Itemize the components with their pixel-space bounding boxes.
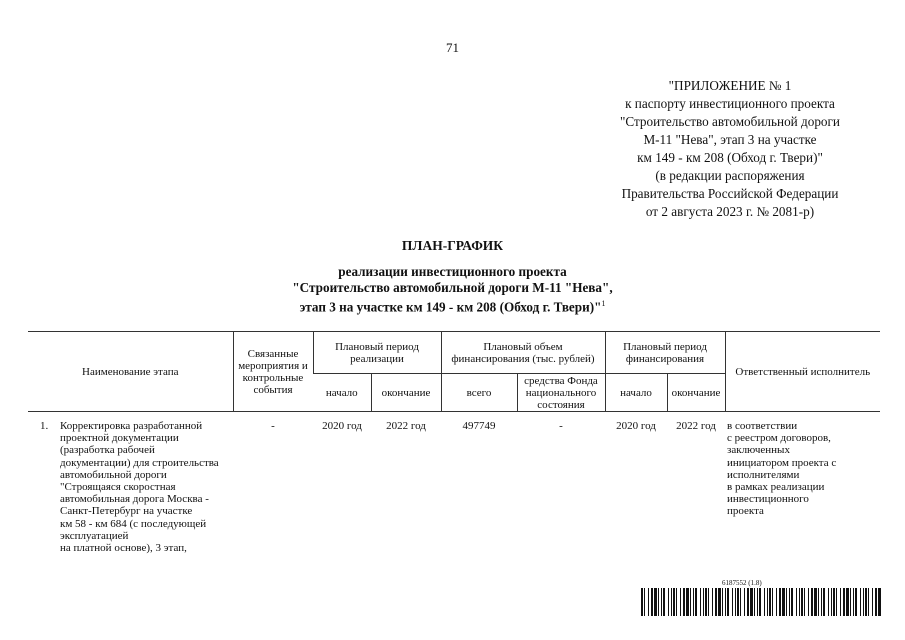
barcode-bar <box>757 588 758 616</box>
barcode-bar <box>764 588 765 616</box>
related-events-cell: - <box>271 420 275 432</box>
barcode-bar <box>833 588 835 616</box>
header-fund-start: начало <box>605 374 667 412</box>
barcode-bar <box>658 588 659 616</box>
barcode-bar <box>821 588 822 616</box>
barcode-bar <box>750 588 753 616</box>
responsible-line: проекта <box>727 505 764 518</box>
barcode-bar <box>791 588 793 616</box>
barcode-bar <box>695 588 697 616</box>
document-title: ПЛАН-ГРАФИК <box>401 238 504 253</box>
stage-name-line: автомобильная дорога Москва - <box>60 493 209 506</box>
barcode-bar <box>843 588 845 616</box>
barcode-bar <box>786 588 787 616</box>
subtitle-line-text: этап 3 на участке км 149 - км 208 (Обход г. Твери)" <box>299 299 602 315</box>
barcode-bar <box>732 588 733 616</box>
total-cell: 497749 <box>462 420 496 432</box>
document-subtitle <box>0 264 905 315</box>
plan-schedule-table <box>28 331 880 554</box>
appendix-line: Правительства Российской Федерации <box>621 186 839 201</box>
header-responsible: Ответственный исполнитель <box>725 332 880 412</box>
stage-name-line: (разработка рабочей <box>60 444 155 457</box>
barcode-bar <box>831 588 832 616</box>
fund-start-cell: 2020 год <box>616 420 656 432</box>
stage-name-line: документации) для строительства <box>60 456 219 469</box>
barcode-bar <box>759 588 761 616</box>
barcode-bar <box>823 588 825 616</box>
responsible-line: исполнителями <box>727 468 800 481</box>
responsible-line: инвестиционного <box>727 493 809 506</box>
header-nwf: средства Фонда национального состояния <box>517 374 605 412</box>
header-start: начало <box>313 374 371 412</box>
stage-name-line: проектной документации <box>60 432 179 445</box>
stage-name-line: "Строящаяся скоростная <box>60 481 176 494</box>
responsible-cell <box>725 412 880 555</box>
stage-name-line: Санкт-Петербург на участке <box>60 505 193 518</box>
row-number: 1. <box>40 420 49 432</box>
barcode-bar <box>680 588 681 616</box>
barcode-bar <box>808 588 809 616</box>
fund-end-cell: 2022 год <box>676 420 716 432</box>
barcode-bar <box>846 588 849 616</box>
barcode-bar <box>676 588 677 616</box>
barcode-bar <box>703 588 704 616</box>
end-cell: 2022 год <box>386 420 426 432</box>
barcode-bar <box>740 588 741 616</box>
barcode-bar <box>725 588 726 616</box>
stage-name-line: эксплуатацией <box>60 529 129 542</box>
barcode-bar <box>850 588 851 616</box>
barcode-bar <box>747 588 749 616</box>
appendix-line: "Строительство автомобильной дороги <box>620 114 840 129</box>
barcode-bar <box>644 588 645 616</box>
footnote-mark: 1 <box>601 299 606 308</box>
barcode-bar <box>769 588 771 616</box>
barcode-bar <box>663 588 665 616</box>
barcode-bar <box>705 588 707 616</box>
responsible-line: в соответствии <box>727 420 798 432</box>
barcode-bar <box>853 588 854 616</box>
appendix-line: (в редакции распоряжения <box>655 168 805 183</box>
barcode-bar <box>814 588 817 616</box>
barcode-bar <box>863 588 864 616</box>
subtitle-line: "Строительство автомобильной дороги М-11 "Нева", <box>292 280 613 295</box>
barcode-bar <box>796 588 797 616</box>
barcode-bar <box>875 588 877 616</box>
barcode-bar <box>860 588 861 616</box>
header-funding-volume: Плановый объем финансирования (тыс. рублей) <box>441 332 605 374</box>
barcode-bar <box>737 588 739 616</box>
barcode-bar <box>744 588 745 616</box>
subtitle-line <box>0 296 905 315</box>
barcode-bar <box>693 588 694 616</box>
barcode-bar <box>715 588 717 616</box>
barcode-bar <box>690 588 691 616</box>
header-related-events: Связанные мероприятия и контрольные события <box>233 332 313 412</box>
barcode-bar <box>651 588 653 616</box>
barcode-bar <box>641 588 643 616</box>
barcode-bar <box>855 588 857 616</box>
barcode-bar <box>722 588 723 616</box>
header-total: всего <box>441 374 517 412</box>
barcode-bar <box>712 588 713 616</box>
appendix-line: М-11 "Нева", этап 3 на участке <box>643 132 817 147</box>
barcode-icon <box>641 588 881 616</box>
barcode-bar <box>686 588 689 616</box>
barcode-bar <box>836 588 837 616</box>
barcode-bar <box>668 588 669 616</box>
appendix-line: к паспорту инвестиционного проекта <box>625 96 835 111</box>
barcode-bar <box>811 588 813 616</box>
barcode-bar <box>804 588 805 616</box>
responsible-line: в рамках реализации <box>727 481 825 494</box>
barcode-bar <box>865 588 867 616</box>
barcode-bar <box>654 588 657 616</box>
barcode-bar <box>801 588 803 616</box>
barcode-bar <box>868 588 869 616</box>
header-fund-end: окончание <box>667 374 725 412</box>
header-end: окончание <box>371 374 441 412</box>
barcode-bar <box>727 588 729 616</box>
barcode-bar <box>840 588 841 616</box>
barcode-bar <box>767 588 768 616</box>
stage-name-cell <box>28 412 233 555</box>
responsible-line: с реестром договоров, <box>727 432 831 445</box>
barcode-bar <box>671 588 672 616</box>
barcode-bar <box>718 588 721 616</box>
barcode-bar <box>754 588 755 616</box>
table-row <box>28 412 880 555</box>
barcode-bar <box>776 588 777 616</box>
start-cell: 2020 год <box>322 420 362 432</box>
appendix-line: км 149 - км 208 (Обход г. Твери)" <box>637 150 823 165</box>
barcode-bar <box>872 588 873 616</box>
appendix-header <box>590 77 870 221</box>
barcode-bar <box>673 588 675 616</box>
stage-name-line: на платной основе), 3 этап, <box>60 542 187 555</box>
barcode-bar <box>648 588 649 616</box>
barcode-bar <box>683 588 685 616</box>
responsible-line: заключенных <box>727 444 790 457</box>
barcode-bar <box>818 588 819 616</box>
barcode-bar <box>782 588 785 616</box>
stage-name-line: Корректировка разработанной <box>60 420 203 432</box>
nwf-cell: - <box>559 420 563 432</box>
header-planned-period: Плановый период реализации <box>313 332 441 374</box>
subtitle-line: реализации инвестиционного проекта <box>338 264 567 279</box>
barcode-bar <box>828 588 829 616</box>
stage-name-line: км 58 - км 684 (с последующей <box>60 517 207 530</box>
barcode-bar <box>661 588 662 616</box>
barcode-bar <box>878 588 881 616</box>
appendix-line: "ПРИЛОЖЕНИЕ № 1 <box>668 78 792 93</box>
barcode-bar <box>772 588 773 616</box>
barcode-bar <box>735 588 736 616</box>
barcode-bar <box>708 588 709 616</box>
header-stage-name: Наименование этапа <box>28 332 233 412</box>
header-funding-period: Плановый период финансирования <box>605 332 725 374</box>
responsible-line: инициатором проекта с <box>727 456 837 469</box>
barcode-bar <box>700 588 701 616</box>
barcode-number: 6187552 (1.8) <box>722 579 762 587</box>
stage-name-line: автомобильной дороги <box>60 468 167 481</box>
appendix-line: от 2 августа 2023 г. № 2081-р) <box>645 204 815 219</box>
barcode-bar <box>779 588 781 616</box>
barcode-bar <box>789 588 790 616</box>
page-number: 71 <box>446 40 459 55</box>
barcode-bar <box>799 588 800 616</box>
